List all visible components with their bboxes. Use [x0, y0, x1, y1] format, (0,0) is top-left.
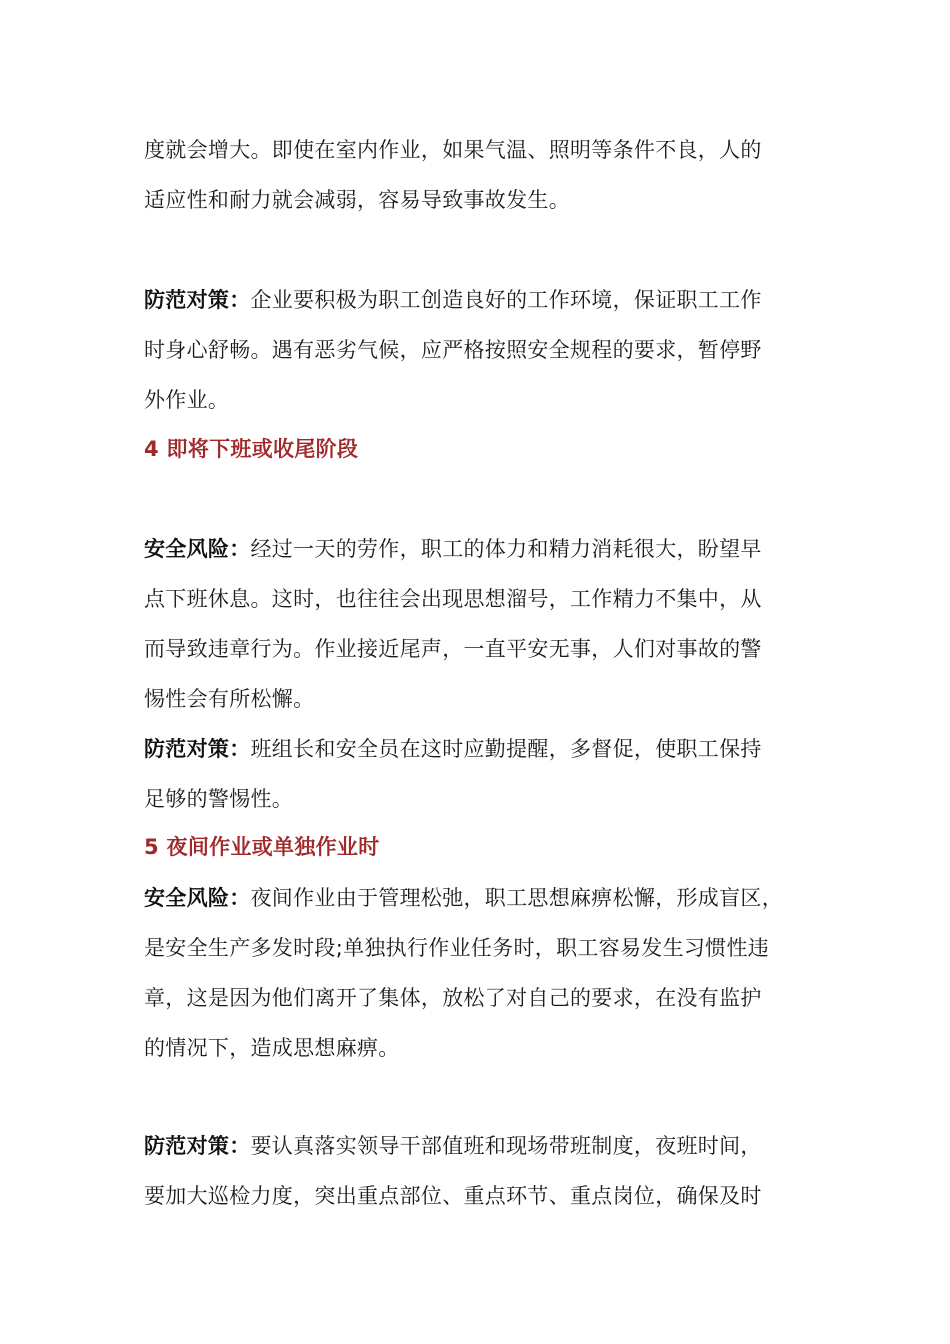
- paragraph-line: [144, 735, 762, 763]
- paragraph-line: 惕性会有所松懈。: [144, 687, 315, 711]
- paragraph-line: [144, 286, 762, 314]
- countermeasure-label: 防范对策：: [144, 1134, 251, 1158]
- paragraph-line: 点下班休息。这时，也往往会出现思想溜号，工作精力不集中，从: [144, 587, 762, 611]
- paragraph-line: 足够的警惕性。: [144, 787, 294, 811]
- paragraph-line: 时身心舒畅。遇有恶劣气候，应严格按照安全规程的要求，暂停野: [144, 338, 762, 362]
- risk-label: 安全风险：: [144, 886, 251, 910]
- countermeasure-label: 防范对策：: [144, 737, 251, 761]
- paragraph-text: 夜间作业由于管理松弛，职工思想麻痹松懈，形成盲区，: [250, 886, 783, 910]
- section-heading-4: 4 即将下班或收尾阶段: [144, 437, 359, 461]
- paragraph-line: 要加大巡检力度，突出重点部位、重点环节、重点岗位，确保及时: [144, 1184, 762, 1208]
- countermeasure-label: 防范对策：: [144, 288, 251, 312]
- paragraph-line: 适应性和耐力就会减弱，容易导致事故发生。: [144, 188, 570, 212]
- paragraph-line: 章，这是因为他们离开了集体，放松了对自己的要求，在没有监护: [144, 986, 762, 1010]
- paragraph-text: 经过一天的劳作，职工的体力和精力消耗很大，盼望早: [250, 537, 762, 561]
- paragraph-line: 而导致违章行为。作业接近尾声，一直平安无事，人们对事故的警: [144, 637, 762, 661]
- paragraph-line: 是安全生产多发时段;单独执行作业任务时，职工容易发生习惯性违: [144, 936, 770, 960]
- paragraph-line: 度就会增大。即使在室内作业，如果气温、照明等条件不良，人的: [144, 138, 762, 162]
- paragraph-line: [144, 884, 783, 912]
- paragraph-line: [144, 1132, 762, 1160]
- paragraph-text: 企业要积极为职工创造良好的工作环境，保证职工工作: [250, 288, 762, 312]
- paragraph-line: 外作业。: [144, 388, 230, 412]
- section-heading-5: 5 夜间作业或单独作业时: [144, 835, 380, 859]
- paragraph-line: [144, 535, 762, 563]
- paragraph-text: 要认真落实领导干部值班和现场带班制度，夜班时间，: [250, 1134, 762, 1158]
- paragraph-line: 的情况下，造成思想麻痹。: [144, 1036, 400, 1060]
- risk-label: 安全风险：: [144, 537, 251, 561]
- paragraph-text: 班组长和安全员在这时应勤提醒，多督促，使职工保持: [250, 737, 762, 761]
